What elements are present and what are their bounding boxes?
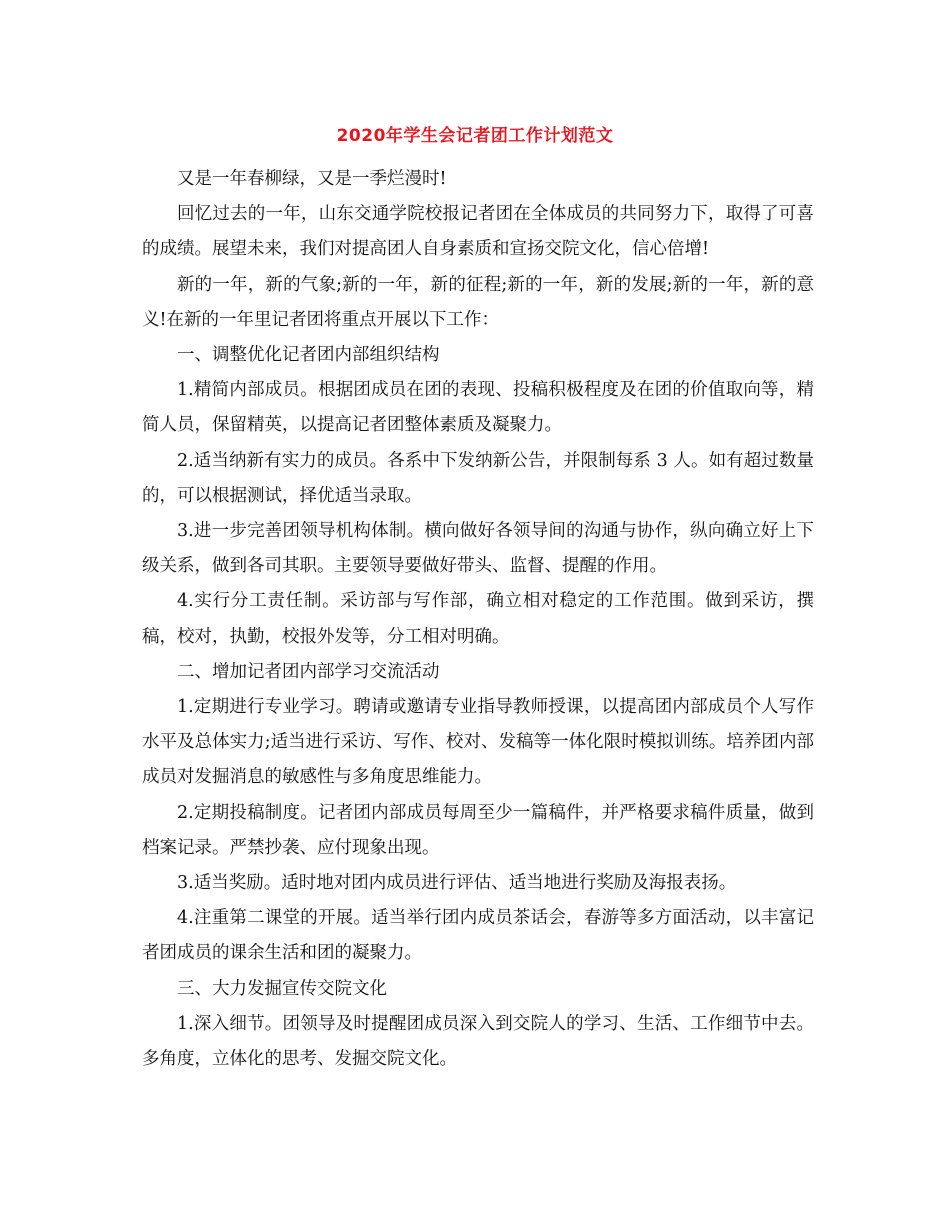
section-heading-2: 二、增加记者团内部学习交流活动 [177,661,440,682]
section-heading-1: 一、调整优化记者团内部组织结构 [177,345,440,366]
paragraph-item: 2.适当纳新有实力的成员。各系中下发纳新公告，并限制每系 3 人。如有超过数量的，可以根据测试，择优适当录取。 [142,450,814,506]
document-title: 2020年学生会记者团工作计划范文 [336,126,614,146]
paragraph-item: 4.实行分工责任制。采访部与写作部，确立相对稳定的工作范围。做到采访，撰稿，校对，执勤，校报外发等，分工相对明确。 [142,591,814,647]
paragraph-review: 回忆过去的一年，山东交通学院校报记者团在全体成员的共同努力下，取得了可喜的成绩。展望未来，我们对提高团人自身素质和宣扬交院文化，信心倍增! [142,204,814,260]
paragraph-item: 1.深入细节。团领导及时提醒团成员深入到交院人的学习、生活、工作细节中去。多角度，立体化的思考、发掘交院文化。 [142,1013,814,1070]
paragraph-item: 3.适当奖励。适时地对团内成员进行评估、适当地进行奖励及海报表扬。 [177,873,737,894]
paragraph-new-year: 新的一年，新的气象;新的一年，新的征程;新的一年，新的发展;新的一年，新的意义!在新的一年里记者团将重点开展以下工作： [142,274,814,330]
paragraph-item: 1.精简内部成员。根据团成员在团的表现、投稿积极程度及在团的价值取向等，精简人员，保留精英，以提高记者团整体素质及凝聚力。 [142,380,814,436]
paragraph-item: 4.注重第二课堂的开展。适当举行团内成员茶话会，春游等多方面活动，以丰富记者团成员的课余生活和团的凝聚力。 [142,908,814,964]
paragraph-intro: 又是一年春柳绿，又是一季烂漫时! [177,169,447,189]
paragraph-item: 3.进一步完善团领导机构体制。横向做好各领导间的沟通与协作，纵向确立好上下级关系，做到各司其职。主要领导要做好带头、监督、提醒的作用。 [142,521,814,577]
section-heading-3: 三、大力发掘宣传交院文化 [177,978,387,999]
paragraph-item: 1.定期进行专业学习。聘请或邀请专业指导教师授课，以提高团内部成员个人写作水平及总体实力;适当进行采访、写作、校对、发稿等一体化限时模拟训练。培养团内部成员对发掘消息的敏感性与多角度思维能力。 [142,697,814,788]
document-body [142,162,814,1077]
paragraph-item: 2.定期投稿制度。记者团内部成员每周至少一篇稿件，并严格要求稿件质量，做到档案记录。严禁抄袭、应付现象出现。 [142,802,814,858]
